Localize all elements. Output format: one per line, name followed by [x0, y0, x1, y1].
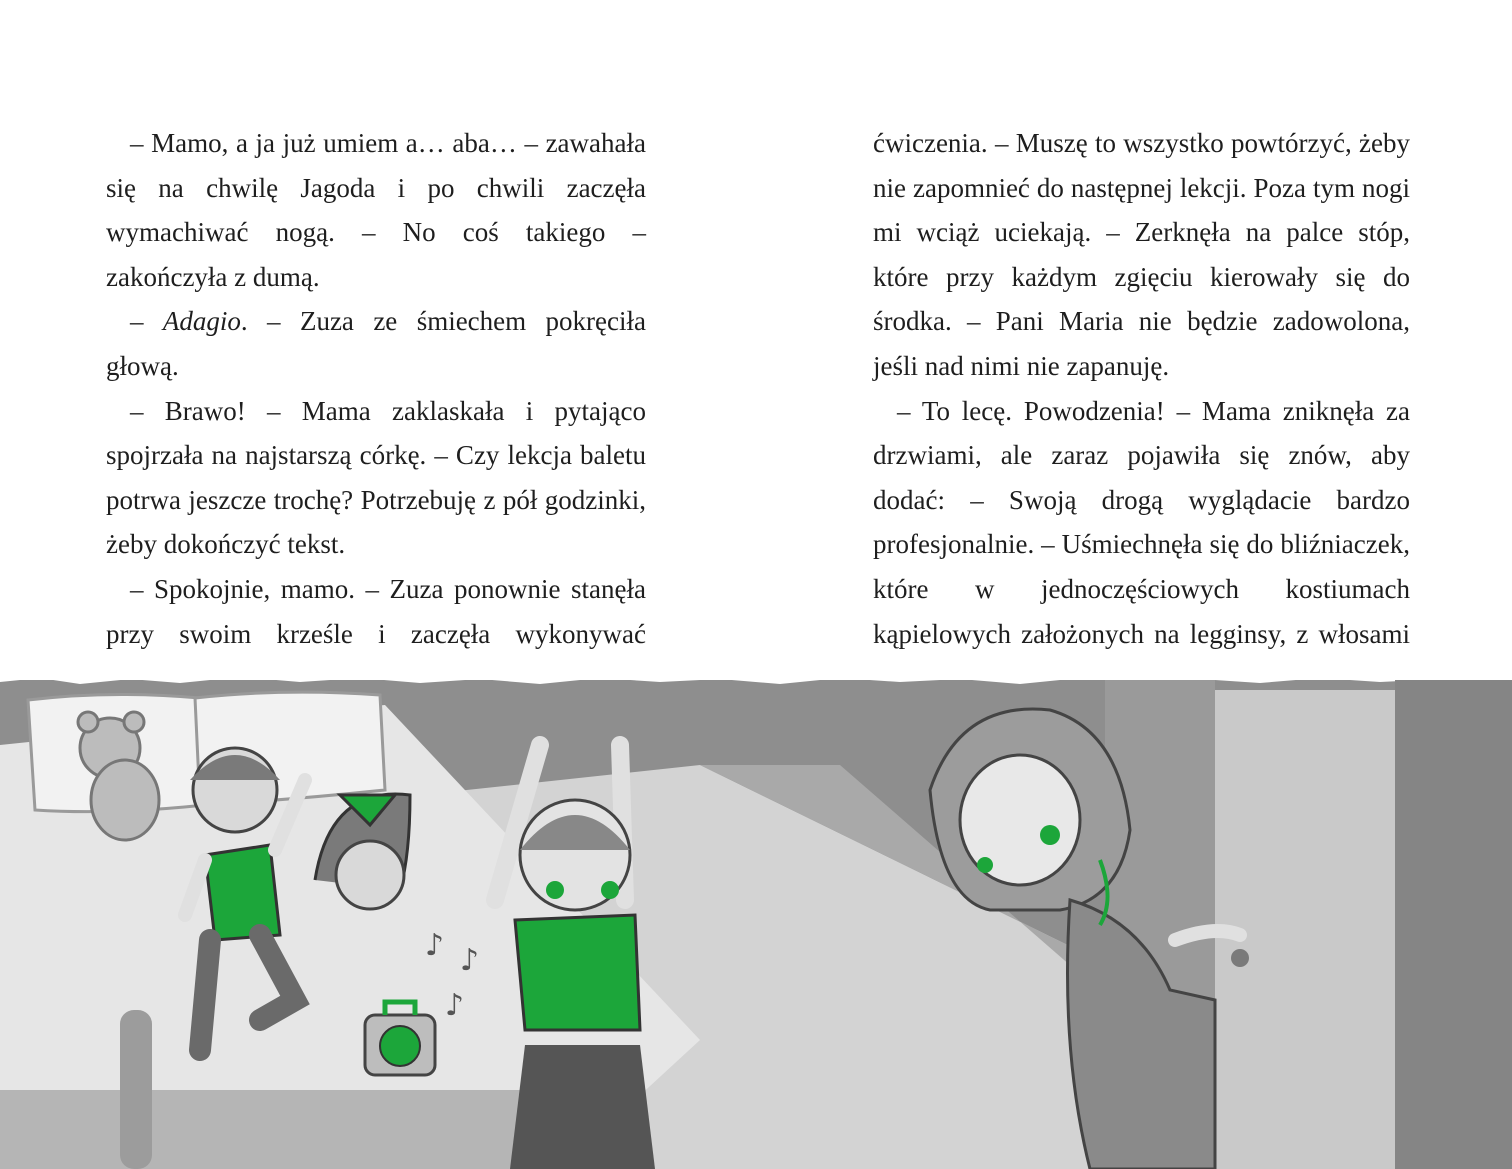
left-text-column: [106, 121, 646, 656]
door-knob: [1231, 949, 1249, 967]
paragraph-1: – Mamo, a ja już umiem a… aba… – zawahała się na chwilę Jagoda i po chwili zaczęła wymachiwać nogą. – No coś takiego – zakończyła z dumą.: [106, 128, 646, 292]
paragraph-3: – Brawo! – Mama zaklaskała i pytająco spojrzała na najstarszą córkę. – Czy lekcja baletu potrwa jeszcze trochę? Potrzebuję z pół godzinki, żeby dokończyć tekst.: [106, 395, 646, 560]
right-text-column: [873, 121, 1410, 656]
music-note-2: ♪: [460, 943, 480, 978]
bed-side: [0, 1090, 520, 1169]
music-note-1: ♪: [425, 928, 445, 963]
door-edge: [1395, 680, 1512, 1169]
music-note-3: ♪: [445, 988, 465, 1023]
paragraph-2: – Adagio. – Zuza ze śmiechem pokręciła głową.: [106, 306, 646, 381]
older-girl-dancing: [495, 745, 655, 1169]
bedroom-illustration: [0, 670, 1512, 1169]
bed-post: [120, 1010, 152, 1169]
paragraph-6: – To lecę. Powodzenia! – Mama zniknęła za drzwiami, ale zaraz pojawiła się znów, aby dodać: – Swoją drogą wyglądacie bardzo profesjonalnie. – Uśmiechnęła się do bliźniaczek, które w jednoczęściowych kostiumach kąpielowych założonych na legginsy, z włosami: [873, 395, 1410, 649]
paragraph-4: – Spokojnie, mamo. – Zuza ponownie stanęła przy swoim krześle i zaczęła wykonywać: [106, 573, 646, 649]
paragraph-5: ćwiczenia. – Muszę to wszystko powtórzyć, żeby nie zapomnieć do następnej lekcji. Poza tym nogi mi wciąż uciekają. – Zerknęła na palce stóp, które przy każdym zgięciu kierowały się do środka. – Pani Maria nie będzie zadowolona, jeśli nad nimi nie zapanuję.: [873, 128, 1410, 381]
